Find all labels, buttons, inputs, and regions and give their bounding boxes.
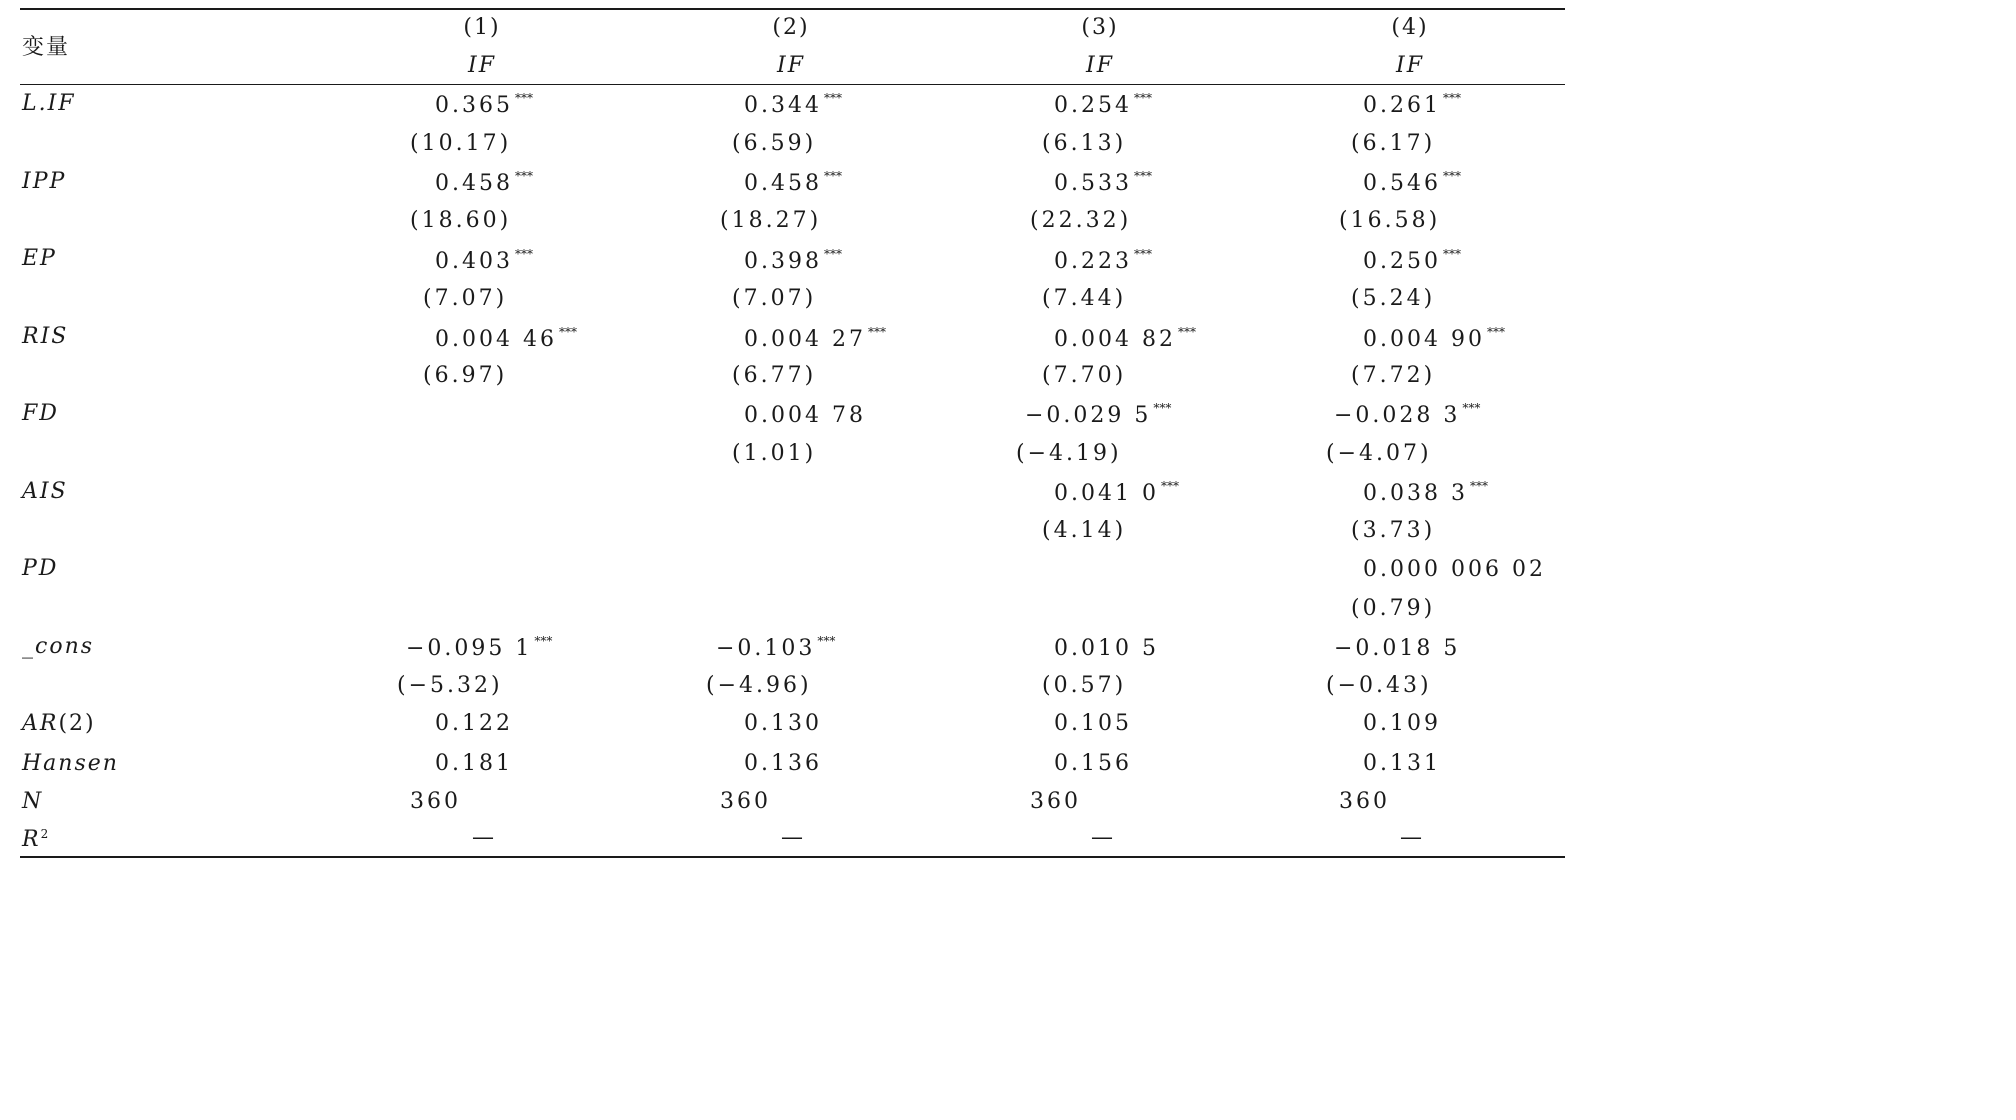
row-label-lif: L.IF (22, 91, 76, 116)
t-stat: (6.13) (1042, 131, 1127, 156)
coef-value: 0.038 3 (1363, 481, 1468, 506)
stat-value: 360 (720, 789, 771, 814)
t-stat: (18.27) (720, 208, 822, 233)
t-stat: (7.70) (1042, 363, 1127, 388)
coef-cell (1363, 326, 1505, 354)
coef-value: 0.004 46 (435, 327, 557, 352)
coef-cell (435, 92, 533, 120)
t-stat: (−4.19) (1016, 441, 1122, 466)
coef-value: 0.004 82 (1054, 327, 1176, 352)
coef-value: −0.103 (716, 636, 816, 661)
coef-value: 0.254 (1054, 93, 1132, 118)
stat-value: 0.136 (744, 751, 822, 776)
coef-value: 0.004 78 (744, 403, 866, 428)
top-rule (20, 8, 1565, 10)
t-stat: (7.07) (423, 286, 508, 311)
coef-cell (1363, 92, 1461, 120)
t-stat: (−0.43) (1326, 673, 1432, 698)
stat-value: 360 (1339, 789, 1390, 814)
stat-label: R (22, 827, 41, 852)
header-col-3-number: (3) (1081, 15, 1119, 40)
coef-cell (716, 635, 835, 663)
coef-cell (1054, 248, 1152, 276)
coef-cell (744, 248, 842, 276)
significance-stars: *** (867, 325, 886, 339)
coef-value: 0.261 (1363, 93, 1441, 118)
stat-label: AR (22, 711, 59, 736)
t-stat: (5.24) (1351, 286, 1436, 311)
coef-value: 0.546 (1363, 171, 1441, 196)
significance-stars: *** (1442, 247, 1461, 261)
header-col-2-dependent: IF (777, 53, 805, 78)
coef-value: −0.029 5 (1025, 403, 1152, 428)
t-stat: (0.57) (1042, 673, 1127, 698)
coef-cell (435, 248, 533, 276)
row-label-cons: _cons (22, 634, 95, 659)
coef-cell (744, 92, 842, 120)
significance-stars: *** (823, 169, 842, 183)
row-label-ep: EP (22, 246, 57, 271)
row-label-ris: RIS (22, 324, 69, 349)
coef-cell (1363, 248, 1461, 276)
t-stat: (1.01) (732, 441, 817, 466)
t-stat: (−5.32) (397, 673, 503, 698)
stat-value: 0.109 (1363, 711, 1441, 736)
stat-value: — (781, 825, 806, 850)
coef-cell (744, 170, 842, 198)
significance-stars: *** (1442, 169, 1461, 183)
significance-stars: *** (1462, 401, 1481, 415)
header-col-2-number: (2) (772, 15, 810, 40)
significance-stars: *** (1133, 247, 1152, 261)
coef-cell (435, 326, 577, 354)
coef-value: 0.010 5 (1054, 636, 1159, 661)
coef-cell (744, 326, 886, 354)
t-stat: (7.07) (732, 286, 817, 311)
stat-value: 360 (410, 789, 461, 814)
coef-value: 0.403 (435, 249, 513, 274)
significance-stars: *** (1133, 91, 1152, 105)
coef-value: −0.095 1 (406, 636, 533, 661)
t-stat: (7.72) (1351, 363, 1436, 388)
header-col-4-number: (4) (1391, 15, 1429, 40)
t-stat: (0.79) (1351, 596, 1436, 621)
coef-cell (1054, 326, 1196, 354)
t-stat: (6.97) (423, 363, 508, 388)
stat-label-sup: 2 (40, 827, 51, 841)
significance-stars: *** (1486, 325, 1505, 339)
coef-value: 0.000 006 02 (1363, 557, 1546, 582)
coef-value: 0.004 90 (1363, 327, 1485, 352)
row-label-pd: PD (22, 556, 59, 581)
row-label-r2 (22, 826, 50, 854)
t-stat: (6.59) (732, 131, 817, 156)
significance-stars: *** (1177, 325, 1196, 339)
coef-cell (1054, 635, 1159, 663)
coef-value: 0.223 (1054, 249, 1132, 274)
t-stat: (4.14) (1042, 518, 1127, 543)
stat-value: — (1091, 825, 1116, 850)
coef-value: −0.028 3 (1334, 403, 1461, 428)
t-stat: (−4.96) (706, 673, 812, 698)
coef-value: 0.004 27 (744, 327, 866, 352)
significance-stars: *** (817, 634, 836, 648)
coef-value: 0.458 (744, 171, 822, 196)
stat-value: 360 (1030, 789, 1081, 814)
coef-cell (1054, 170, 1152, 198)
row-label-n: N (22, 789, 44, 814)
coef-cell (406, 635, 552, 663)
header-col-4-dependent: IF (1396, 53, 1424, 78)
significance-stars: *** (514, 169, 533, 183)
coef-value: 0.398 (744, 249, 822, 274)
coef-cell (1054, 92, 1152, 120)
significance-stars: *** (1160, 479, 1179, 493)
t-stat: (7.44) (1042, 286, 1127, 311)
coef-cell (1363, 556, 1546, 584)
t-stat: (18.60) (410, 208, 512, 233)
significance-stars: *** (1153, 401, 1172, 415)
significance-stars: *** (1442, 91, 1461, 105)
coef-cell (1334, 635, 1460, 663)
t-stat: (−4.07) (1326, 441, 1432, 466)
coef-value: −0.018 5 (1334, 636, 1461, 661)
significance-stars: *** (1469, 479, 1488, 493)
header-col-1-dependent: IF (468, 53, 496, 78)
stat-value: 0.131 (1363, 751, 1441, 776)
row-label-ais: AIS (22, 479, 68, 504)
stat-label-suffix: (2) (58, 711, 96, 736)
stat-value: — (472, 825, 497, 850)
stat-value: 0.130 (744, 711, 822, 736)
header-rule (20, 84, 1565, 85)
coef-value: 0.344 (744, 93, 822, 118)
bottom-rule (20, 856, 1565, 858)
coef-value: 0.533 (1054, 171, 1132, 196)
t-stat: (6.17) (1351, 131, 1436, 156)
coef-value: 0.041 0 (1054, 481, 1159, 506)
coef-cell (744, 402, 866, 430)
significance-stars: *** (823, 247, 842, 261)
header-col-3-dependent: IF (1086, 53, 1114, 78)
coef-cell (1363, 480, 1488, 508)
t-stat: (22.32) (1030, 208, 1132, 233)
significance-stars: *** (514, 91, 533, 105)
t-stat: (16.58) (1339, 208, 1441, 233)
coef-value: 0.365 (435, 93, 513, 118)
significance-stars: *** (514, 247, 533, 261)
header-variable-label: 变量 (22, 35, 71, 60)
row-label-ipp: IPP (22, 169, 67, 194)
coef-value: 0.250 (1363, 249, 1441, 274)
row-label-hansen: Hansen (22, 751, 119, 776)
t-stat: (6.77) (732, 363, 817, 388)
coef-cell (1334, 402, 1480, 430)
coef-cell (1363, 170, 1461, 198)
t-stat: (10.17) (410, 131, 512, 156)
significance-stars: *** (823, 91, 842, 105)
header-col-1-number: (1) (463, 15, 501, 40)
stat-value: 0.181 (435, 751, 513, 776)
coef-value: 0.458 (435, 171, 513, 196)
significance-stars: *** (1133, 169, 1152, 183)
row-label-fd: FD (22, 401, 59, 426)
coef-cell (1054, 480, 1179, 508)
row-label-ar2 (22, 710, 96, 738)
coef-cell (435, 170, 533, 198)
stat-value: 0.122 (435, 711, 513, 736)
significance-stars: *** (558, 325, 577, 339)
stat-value: 0.105 (1054, 711, 1132, 736)
t-stat: (3.73) (1351, 518, 1436, 543)
stat-value: — (1400, 825, 1425, 850)
significance-stars: *** (534, 634, 553, 648)
stat-value: 0.156 (1054, 751, 1132, 776)
coef-cell (1025, 402, 1171, 430)
